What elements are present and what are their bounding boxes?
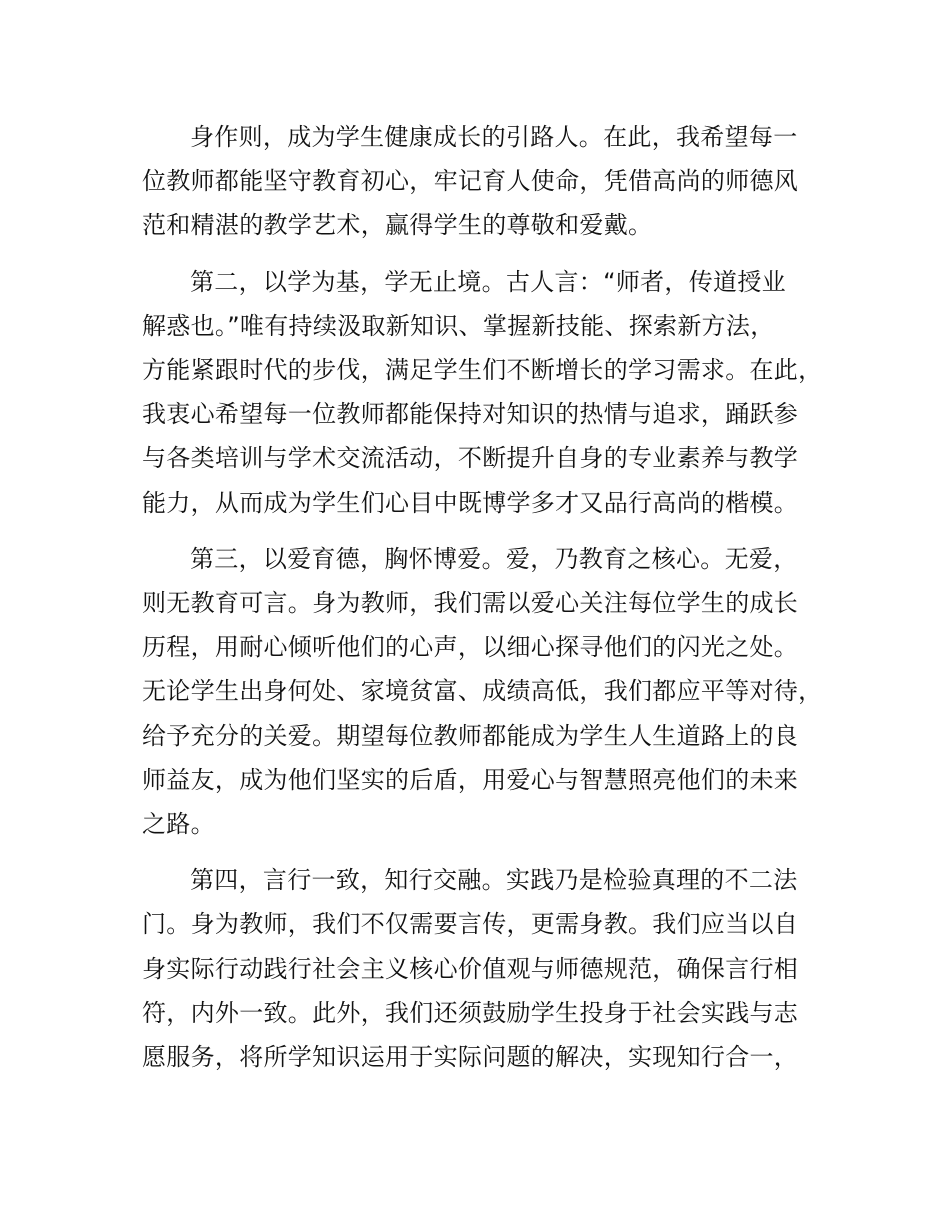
text-line: 我衷心希望每一位教师都能保持对知识的热情与追求，踊跃参	[142, 400, 799, 429]
text-line: 则无教育可言。身为教师，我们需以爱心关注每位学生的成长	[142, 589, 799, 618]
paragraph-fourth-point	[142, 858, 832, 1079]
text-line: 门。身为教师，我们不仅需要言传，更需身教。我们应当以自	[142, 910, 799, 939]
paragraph-continuation	[142, 115, 832, 248]
text-line: 位教师都能坚守教育初心，牢记育人使命，凭借高尚的师德风	[142, 167, 799, 196]
text-line: 解惑也。”唯有持续汲取新知识、掌握新技能、探索新方法，	[142, 311, 775, 340]
text-line: 师益友，成为他们坚实的后盾，用爱心与智慧照亮他们的未来	[142, 765, 799, 794]
text-line: 范和精湛的教学艺术，赢得学生的尊敬和爱戴。	[142, 211, 653, 240]
text-line: 能力，从而成为学生们心目中既博学多才又品行高尚的楷模。	[142, 488, 799, 517]
text-line: 符，内外一致。此外，我们还须鼓励学生投身于社会实践与志	[142, 998, 799, 1027]
text-line: 与各类培训与学术交流活动，不断提升自身的专业素养与教学	[142, 444, 799, 473]
text-line: 之路。	[142, 810, 215, 839]
text-line: 方能紧跟时代的步伐，满足学生们不断增长的学习需求。在此，	[142, 356, 823, 385]
paragraph-third-point	[142, 537, 832, 846]
text-line: 第二，以学为基，学无止境。古人言：“师者，传道授业	[190, 267, 786, 296]
paragraph-second-point	[142, 260, 832, 525]
text-line: 历程，用耐心倾听他们的心声，以细心探寻他们的闪光之处。	[142, 633, 799, 662]
document-body	[142, 115, 832, 1091]
text-line: 身作则，成为学生健康成长的引路人。在此，我希望每一	[190, 123, 798, 151]
text-line: 愿服务，将所学知识运用于实际问题的解决，实现知行合一，	[142, 1043, 799, 1072]
text-line: 第三，以爱育德，胸怀博爱。爱，乃教育之核心。无爱，	[190, 544, 798, 573]
text-line: 无论学生出身何处、家境贫富、成绩高低，我们都应平等对待，	[142, 677, 823, 706]
text-line: 第四，言行一致，知行交融。实践乃是检验真理的不二法	[190, 866, 798, 895]
text-line: 身实际行动践行社会主义核心价值观与师德规范，确保言行相	[142, 954, 799, 983]
text-line: 给予充分的关爱。期望每位教师都能成为学生人生道路上的良	[142, 721, 799, 750]
